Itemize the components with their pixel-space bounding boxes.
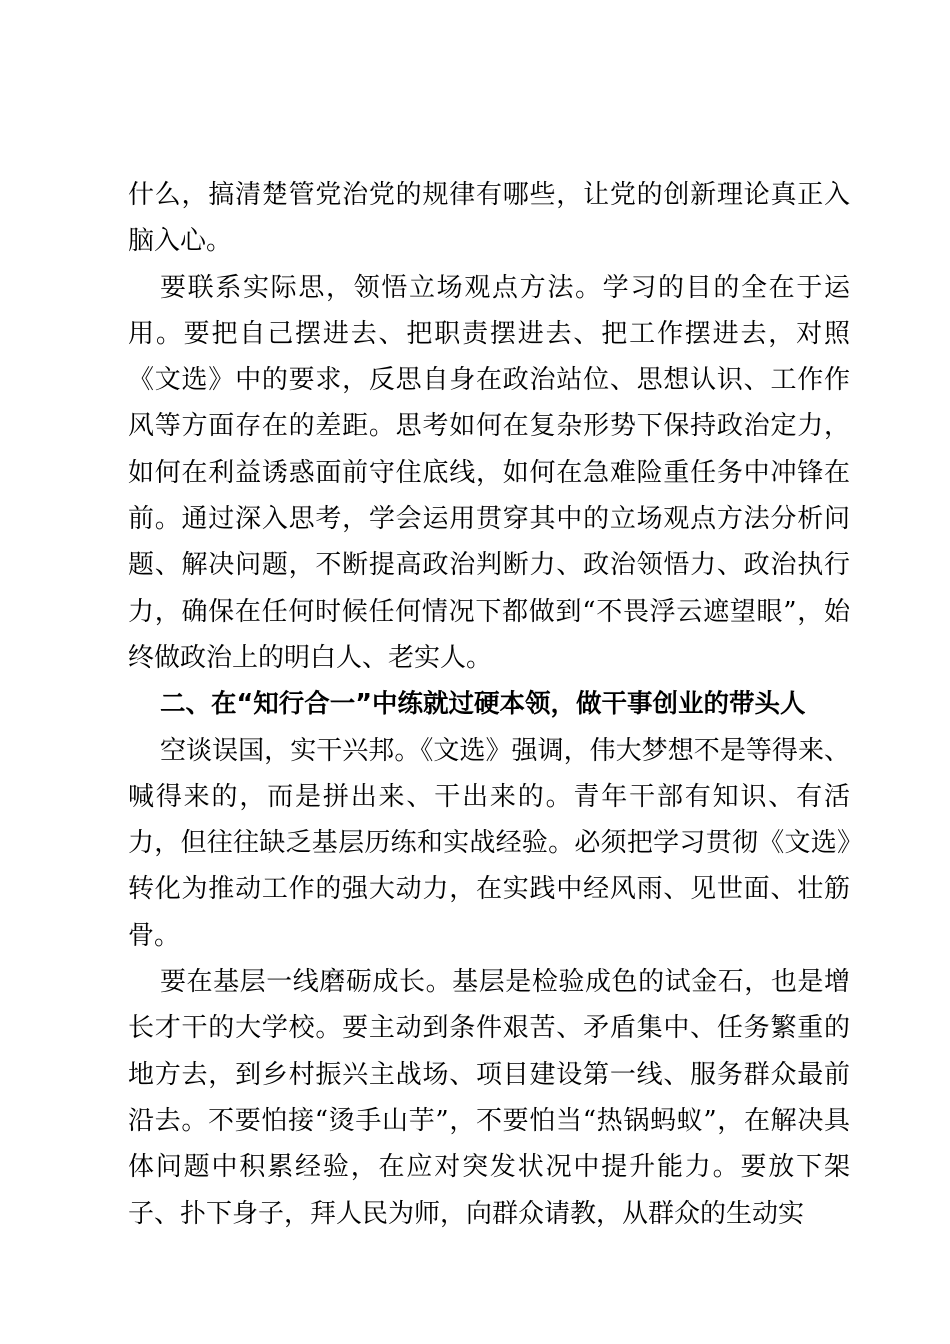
continuation-paragraph: 什么，搞清楚管党治党的规律有哪些，让党的创新理论真正入脑入心。 (128, 180, 850, 257)
body-paragraph: 空谈误国，实干兴邦。《文选》强调，伟大梦想不是等得来、喊得来的，而是拼出来、干出来的。青年干部有知识、有活力，但往往缺乏基层历练和实战经验。必须把学习贯彻《文选》转化为推动工作的强大动力，在实践中经风雨、见世面、壮筋骨。 (128, 735, 850, 951)
body-paragraph: 要在基层一线磨砺成长。基层是检验成色的试金石，也是增长才干的大学校。要主动到条件艰苦、矛盾集中、任务繁重的地方去，到乡村振兴主战场、项目建设第一线、服务群众最前沿去。不要怕接“烫手山芋”，不要怕当“热锅蚂蚁”，在解决具体问题中积累经验，在应对突发状况中提升能力。要放下架子、扑下身子，拜人民为师，向群众请教，从群众的生动实 (128, 967, 850, 1229)
document-body (128, 172, 850, 1237)
body-paragraph: 要联系实际思，领悟立场观点方法。学习的目的全在于运用。要把自己摆进去、把职责摆进去、把工作摆进去，对照《文选》中的要求，反思自身在政治站位、思想认识、工作作风等方面存在的差距。思考如何在复杂形势下保持政治定力，如何在利益诱惑面前守住底线，如何在急难险重任务中冲锋在前。通过深入思考，学会运用贯穿其中的立场观点方法分析问题、解决问题，不断提高政治判断力、政治领悟力、政治执行力，确保在任何时候任何情况下都做到“不畏浮云遮望眼”，始终做政治上的明白人、老实人。 (128, 272, 850, 673)
section-heading: 二、在“知行合一”中练就过硬本领，做干事创业的带头人 (160, 689, 806, 720)
